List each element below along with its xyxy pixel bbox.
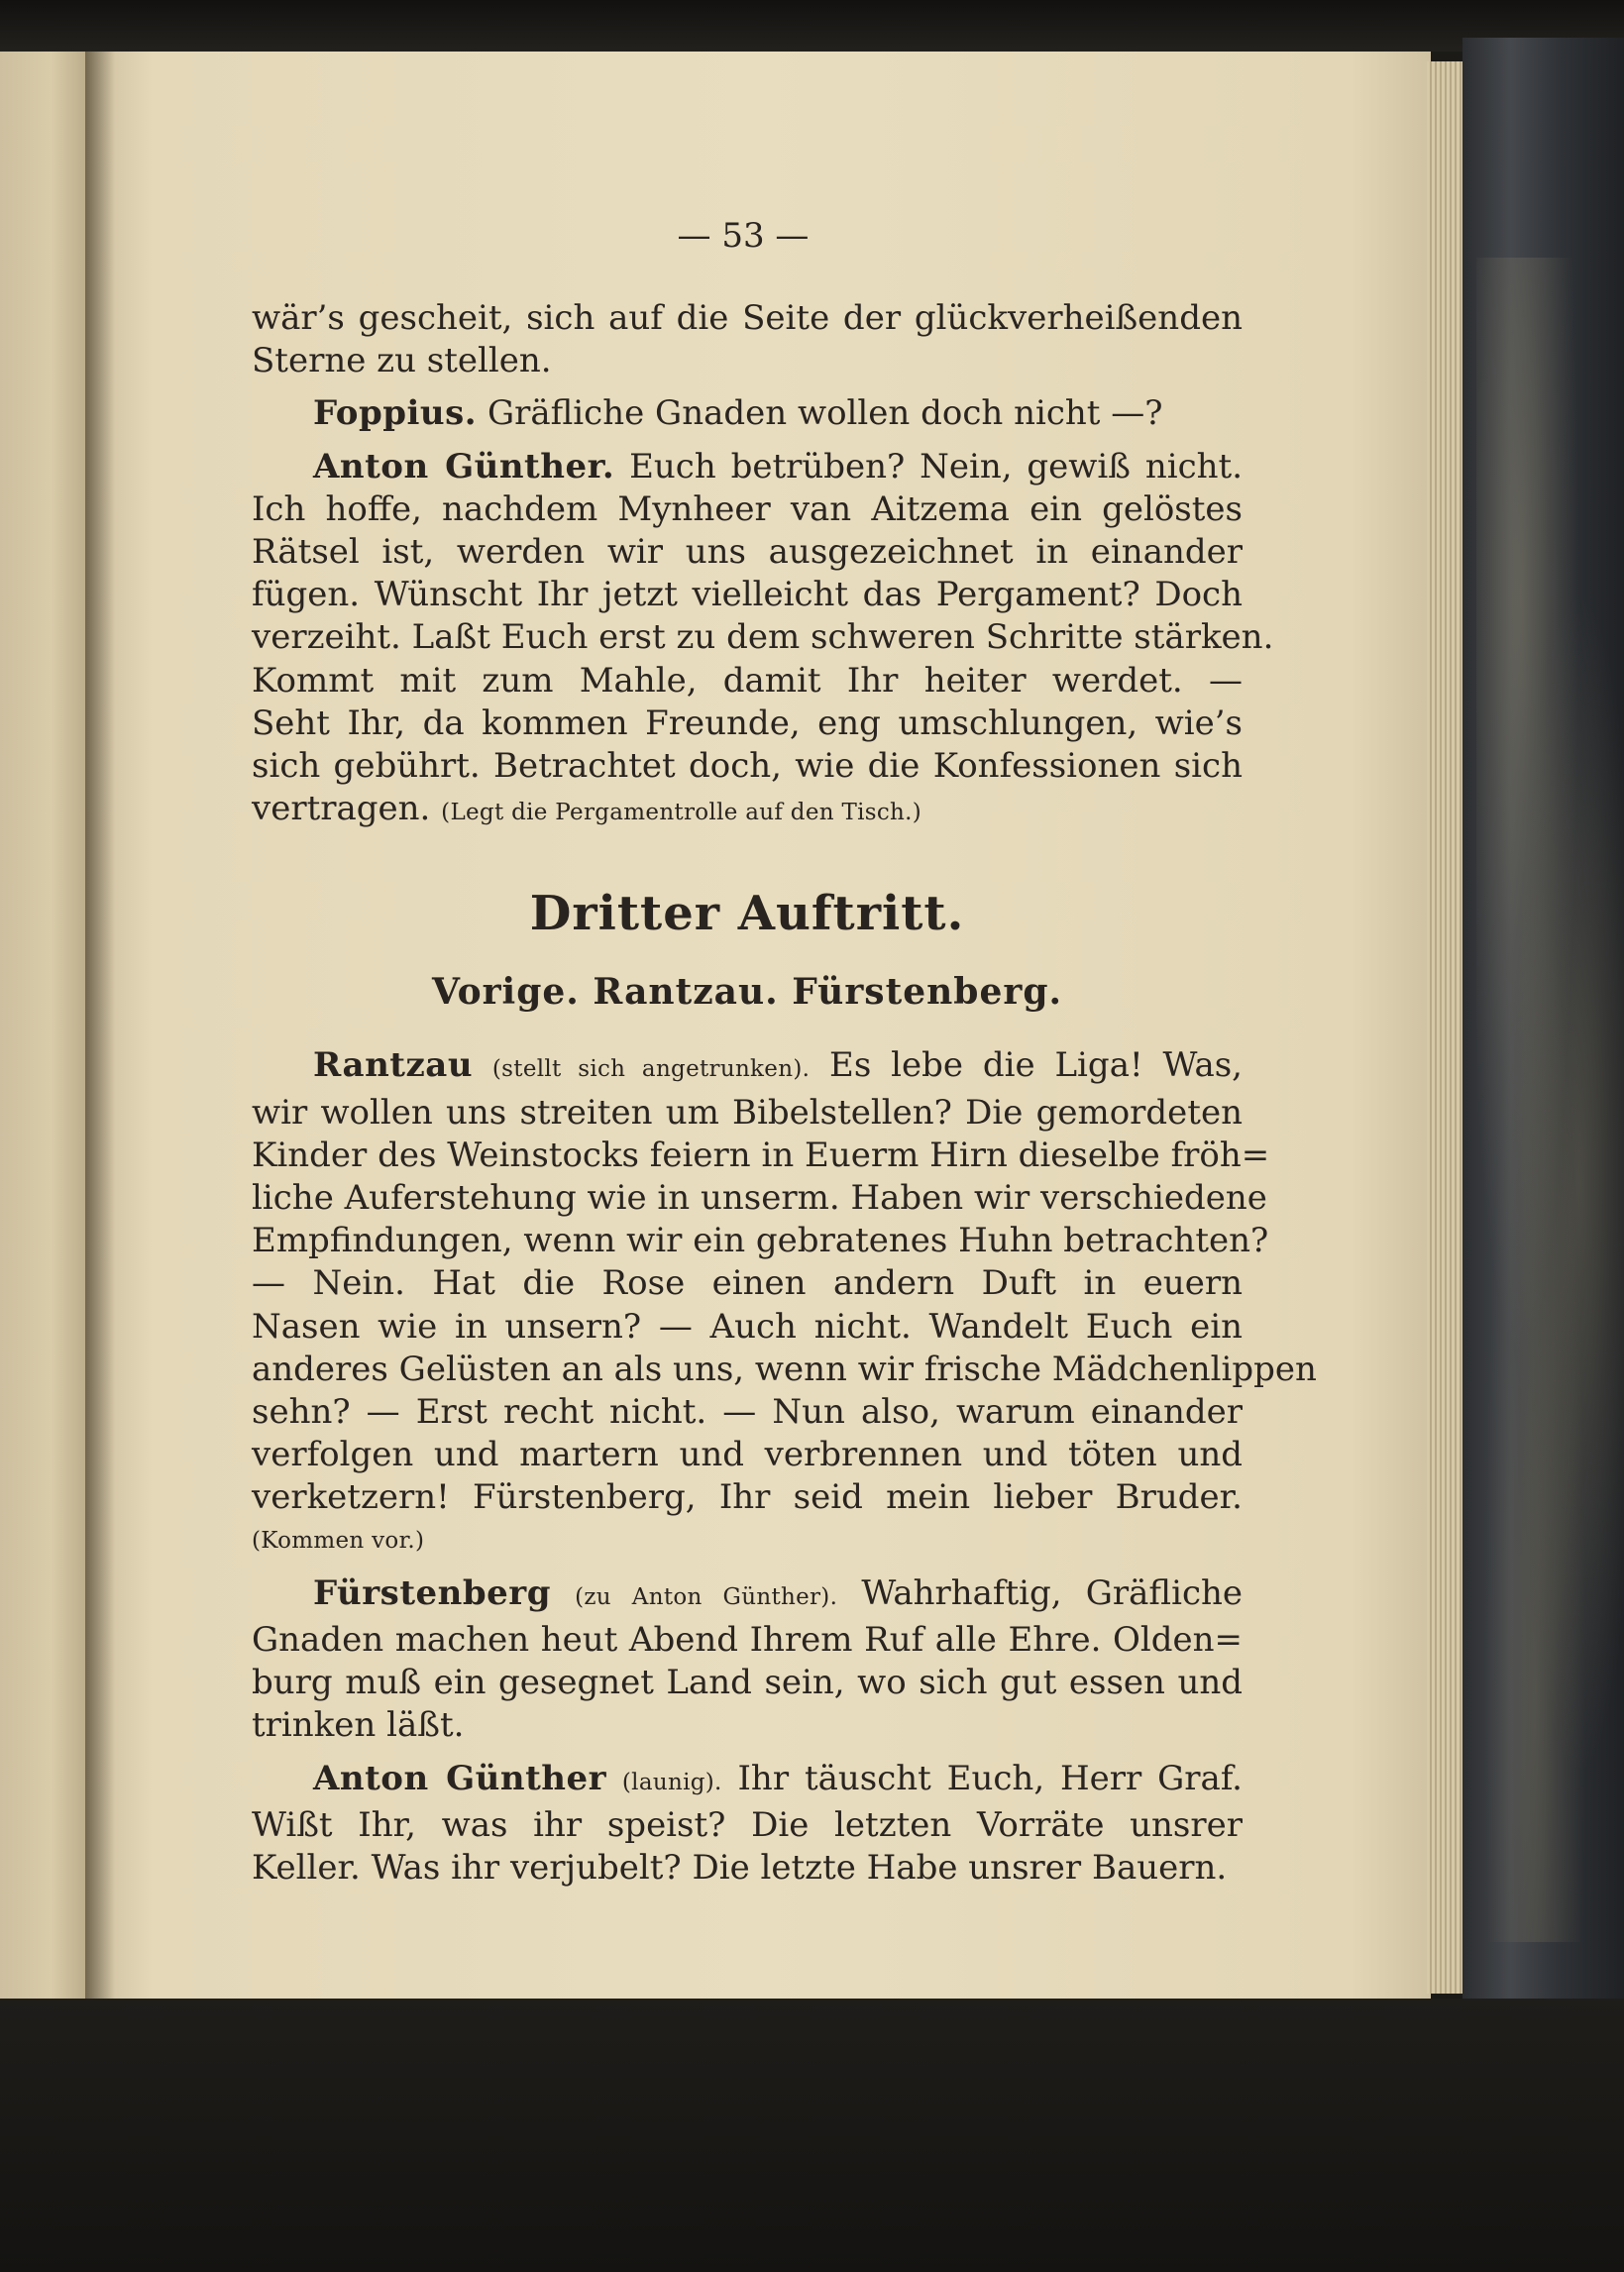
page-text	[252, 297, 1317, 1890]
background-bottom	[0, 1999, 1624, 2272]
speaker-name: Anton Günther.	[313, 446, 615, 487]
text-line	[252, 1572, 1243, 1619]
text-line: — Nein. Hat die Rose einen andern Duft in euern	[252, 1263, 1243, 1304]
text-line: Seht Ihr, da kommen Freunde, eng umschlungen, wie’s	[252, 703, 1243, 743]
paragraph-continuation	[252, 297, 1243, 382]
paragraph-anton-guenther	[252, 446, 1274, 835]
scene-heading: Dritter Auftritt.	[529, 886, 965, 942]
text-line: Rätsel ist, werden wir uns ausgezeichnet in einander	[252, 532, 1243, 573]
scene-subheading: Vorige. Rantzau. Fürstenberg.	[431, 971, 1063, 1014]
speaker-name: Anton Günther	[313, 1758, 607, 1798]
text-line: liche Auferstehung wie in unserm. Haben wir verschiedene	[252, 1178, 1267, 1219]
text-line: anderes Gelüsten an als uns, wenn wir frische Mädchenlippen	[252, 1349, 1317, 1389]
text-line: sich gebührt. Betrachtet doch, wie die Konfessionen sich	[252, 746, 1243, 787]
text-line	[252, 446, 1243, 488]
text-line: sehn? — Erst recht nicht. — Nun also, warum einander	[252, 1392, 1243, 1433]
text-line: Empfindungen, wenn wir ein gebratenes Huhn betrachten?	[252, 1221, 1269, 1261]
paragraph-anton-guenther-2	[252, 1758, 1243, 1891]
text-line: Keller. Was ihr verjubelt? Die letzte Habe unsrer Bauern.	[252, 1848, 1228, 1889]
page-edges	[1427, 61, 1462, 1994]
text-line	[252, 788, 1243, 834]
text-line: Nasen wie in unsern? — Auch nicht. Wandelt Euch ein	[252, 1306, 1243, 1347]
speech-text: Gräfliche Gnaden wollen doch nicht —?	[487, 393, 1163, 434]
speaker-name: Rantzau	[313, 1045, 474, 1086]
text-line: verketzern! Fürstenberg, Ihr seid mein lieber Bruder.	[252, 1477, 1243, 1518]
text-line: verfolgen und martern und verbrennen und töten und	[252, 1435, 1243, 1475]
left-page-edge	[0, 52, 85, 1999]
paragraph-rantzau	[252, 1044, 1317, 1562]
text-line	[313, 392, 1243, 435]
text-line: wär’s gescheit, sich auf die Seite der glückverheißenden	[252, 298, 1243, 338]
speech-text: Wahrhaftig, Gräfliche	[861, 1572, 1244, 1613]
page-number: — 53 —	[677, 216, 810, 256]
text-line: fügen. Wünscht Ihr jetzt vielleicht das Pergament? Doch	[252, 575, 1243, 615]
gutter-shadow	[85, 52, 115, 1999]
speech-text: vertragen.	[252, 789, 431, 829]
text-line: Kommt mit zum Mahle, damit Ihr heiter werdet. —	[252, 660, 1243, 701]
stage-direction: (Legt die Pergamentrolle auf den Tisch.)	[441, 800, 922, 826]
text-line: Kinder des Weinstocks feiern in Euerm Hirn dieselbe fröh=	[252, 1135, 1270, 1175]
speaker-name: Fürstenberg	[313, 1572, 551, 1613]
stage-direction: (zu Anton Günther).	[575, 1583, 838, 1610]
background-top	[0, 0, 1624, 52]
text-line: Gnaden machen heut Abend Ihrem Ruf alle Ehre. Olden=	[252, 1620, 1243, 1661]
text-line: Wißt Ihr, was ihr speist? Die letzten Vorräte unsrer	[252, 1804, 1243, 1845]
speech-text: Ihr täuscht Euch, Herr Graf.	[737, 1758, 1243, 1798]
text-line: Ich hoffe, nachdem Mynheer van Aitzema ein gelöstes	[252, 488, 1243, 529]
speech-text: Es lebe die Liga! Was,	[829, 1045, 1243, 1086]
speaker-name: Foppius.	[313, 393, 478, 434]
speech-text: Euch betrüben? Nein, gewiß nicht.	[629, 446, 1243, 487]
text-line: trinken läßt.	[252, 1705, 465, 1746]
stage-direction: (launig).	[621, 1769, 722, 1795]
stage-direction: (Kommen vor.)	[252, 1527, 425, 1554]
text-line: verzeiht. Laßt Euch erst zu dem schweren Schritte stärken.	[252, 617, 1274, 658]
cover-marbling	[1476, 258, 1624, 1942]
text-line	[252, 1758, 1243, 1804]
text-line: burg muß ein gesegnet Land sein, wo sich gut essen und	[252, 1663, 1243, 1703]
stage-direction: (stellt sich angetrunken).	[491, 1056, 811, 1083]
text-line: Sterne zu stellen.	[252, 341, 552, 381]
text-line: wir wollen uns streiten um Bibelstellen? Die gemordeten	[252, 1092, 1243, 1133]
paragraph-foppius	[252, 392, 1243, 435]
paragraph-fuerstenberg	[252, 1572, 1243, 1748]
text-line	[252, 1044, 1243, 1091]
